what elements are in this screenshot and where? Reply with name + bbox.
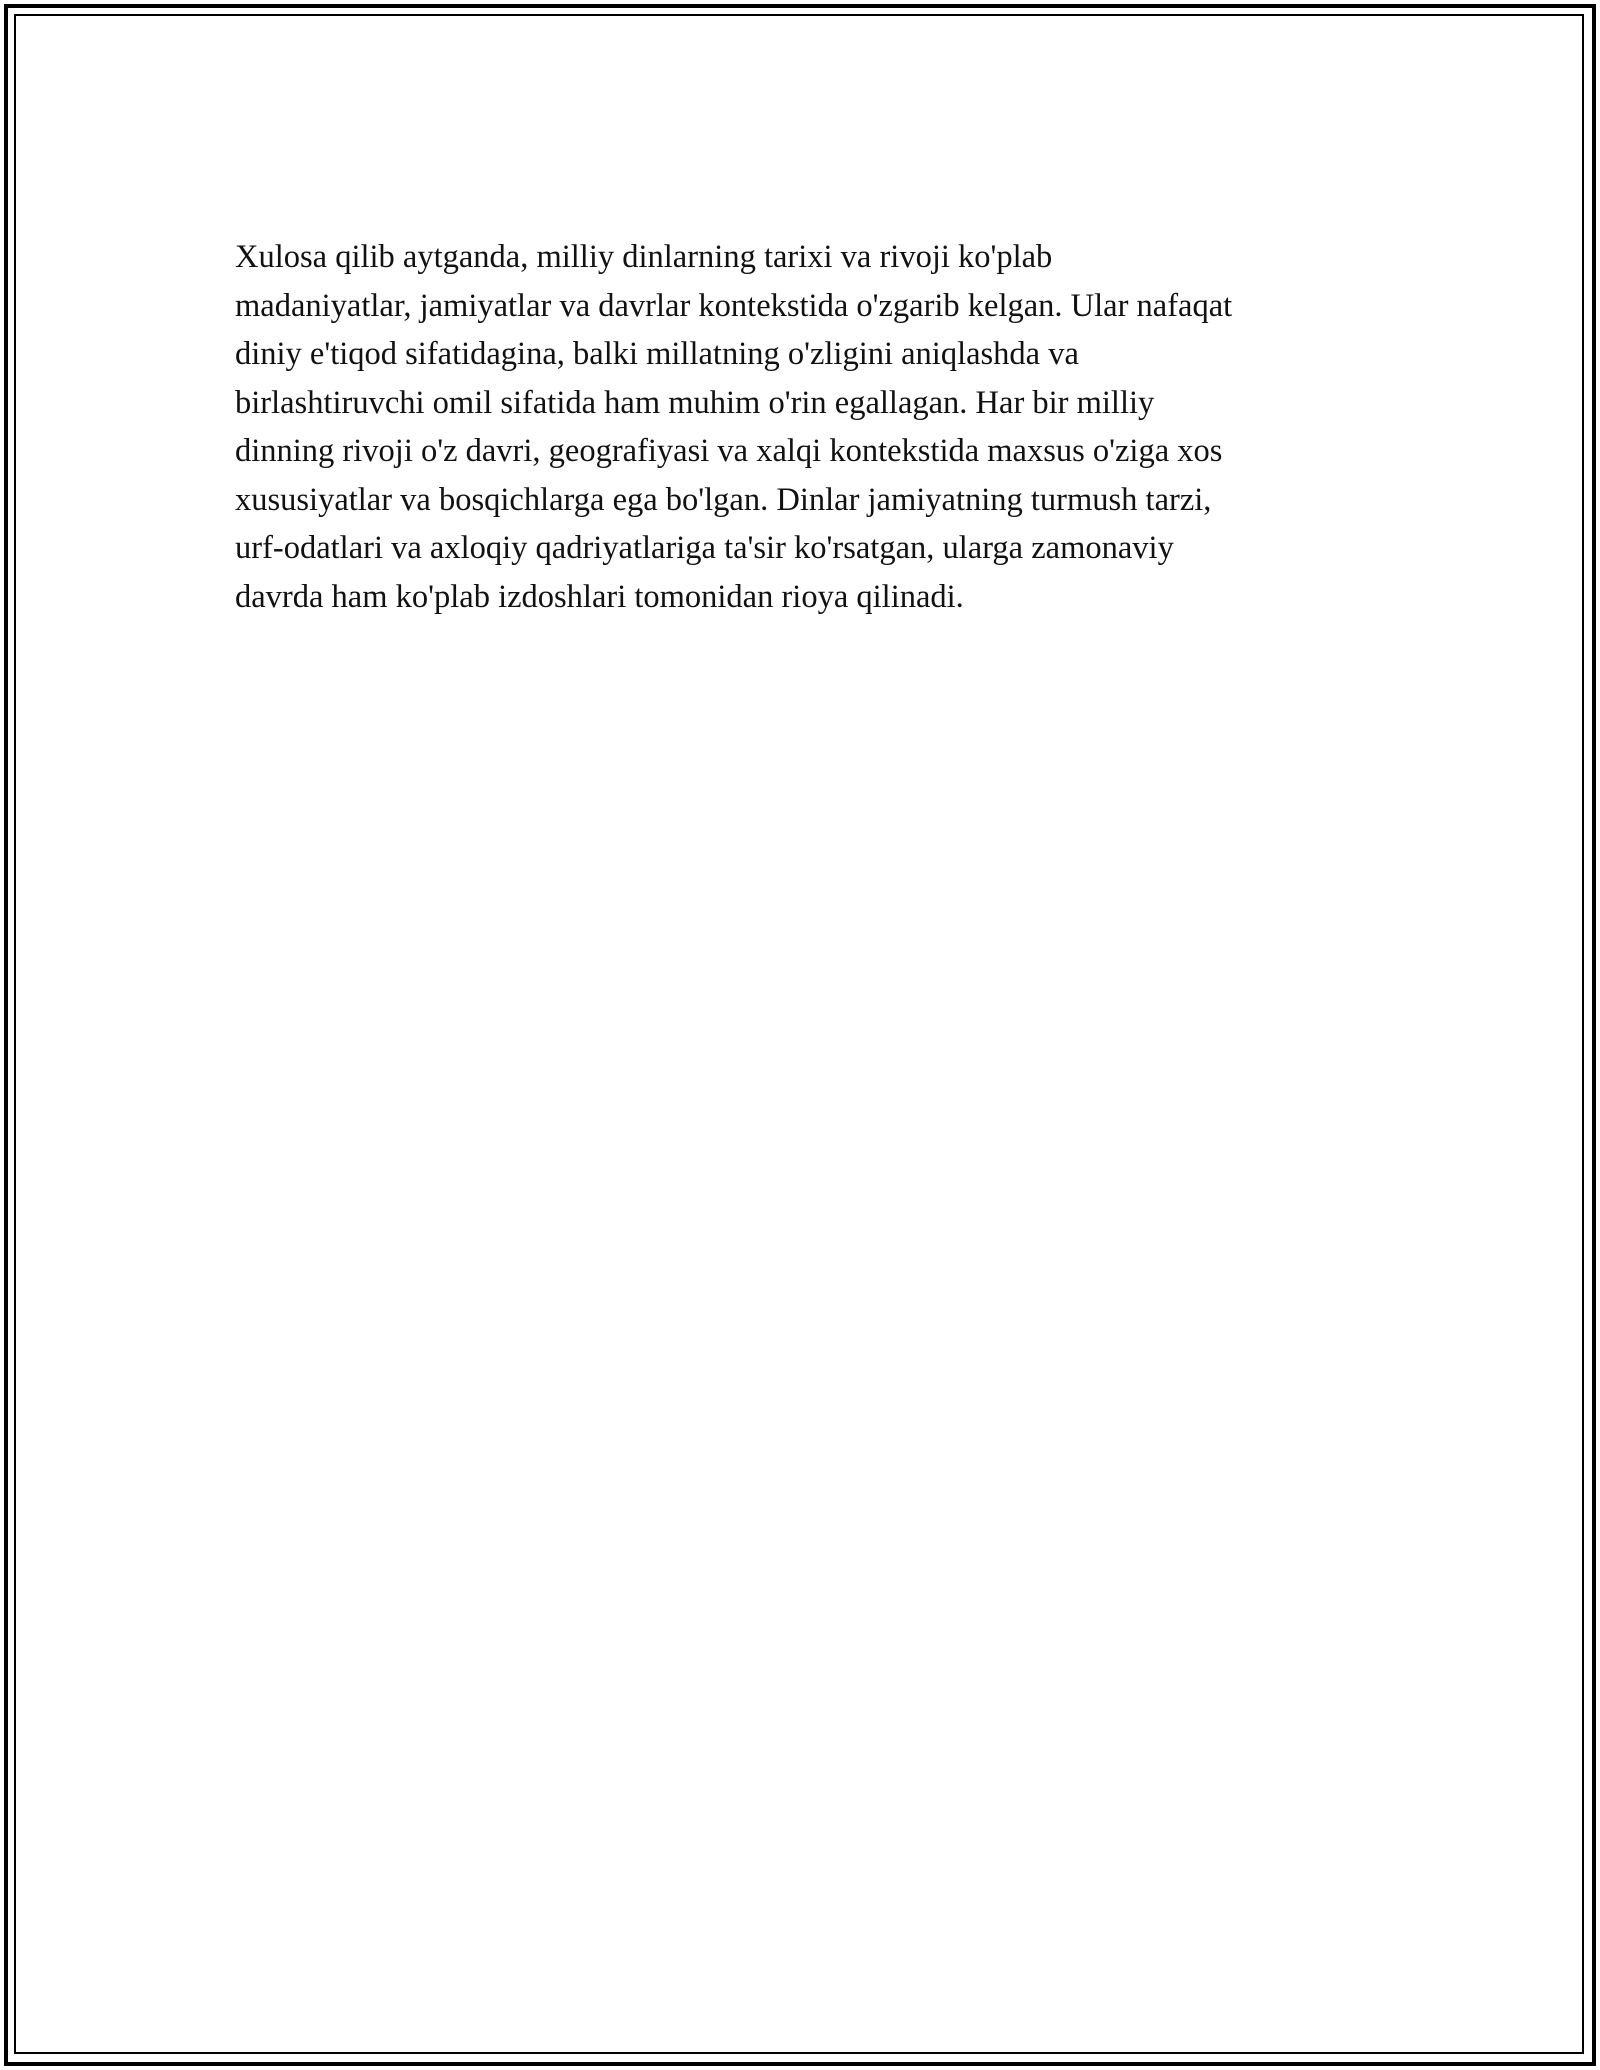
paragraph-line: dinning rivoji o'z davri, geografiyasi va xalqi kontekstida maxsus o'ziga xos <box>235 433 1223 469</box>
paragraph-line: birlashtiruvchi omil sifatida ham muhim o'rin egallagan. Har bir milliy <box>235 384 1155 421</box>
paragraph-line: urf-odatlari va axloqiy qadriyatlariga ta'sir ko'rsatgan, ularga zamonaviy <box>235 530 1174 566</box>
paragraph-line: davrda ham ko'plab izdoshlari tomonidan rioya qilinadi. <box>235 578 964 615</box>
conclusion-paragraph <box>235 233 1375 621</box>
paragraph-line: diniy e'tiqod sifatidagina, balki millatning o'zligini aniqlashda va <box>235 336 1079 372</box>
paragraph-line: Xulosa qilib aytganda, milliy dinlarning tarixi va rivoji ko'plab <box>235 239 1053 275</box>
paragraph-line: xususiyatlar va bosqichlarga ega bo'lgan. Dinlar jamiyatning turmush tarzi, <box>235 481 1212 518</box>
paragraph-line: madaniyatlar, jamiyatlar va davrlar kontekstida o'zgarib kelgan. Ular nafaqat <box>235 287 1233 324</box>
